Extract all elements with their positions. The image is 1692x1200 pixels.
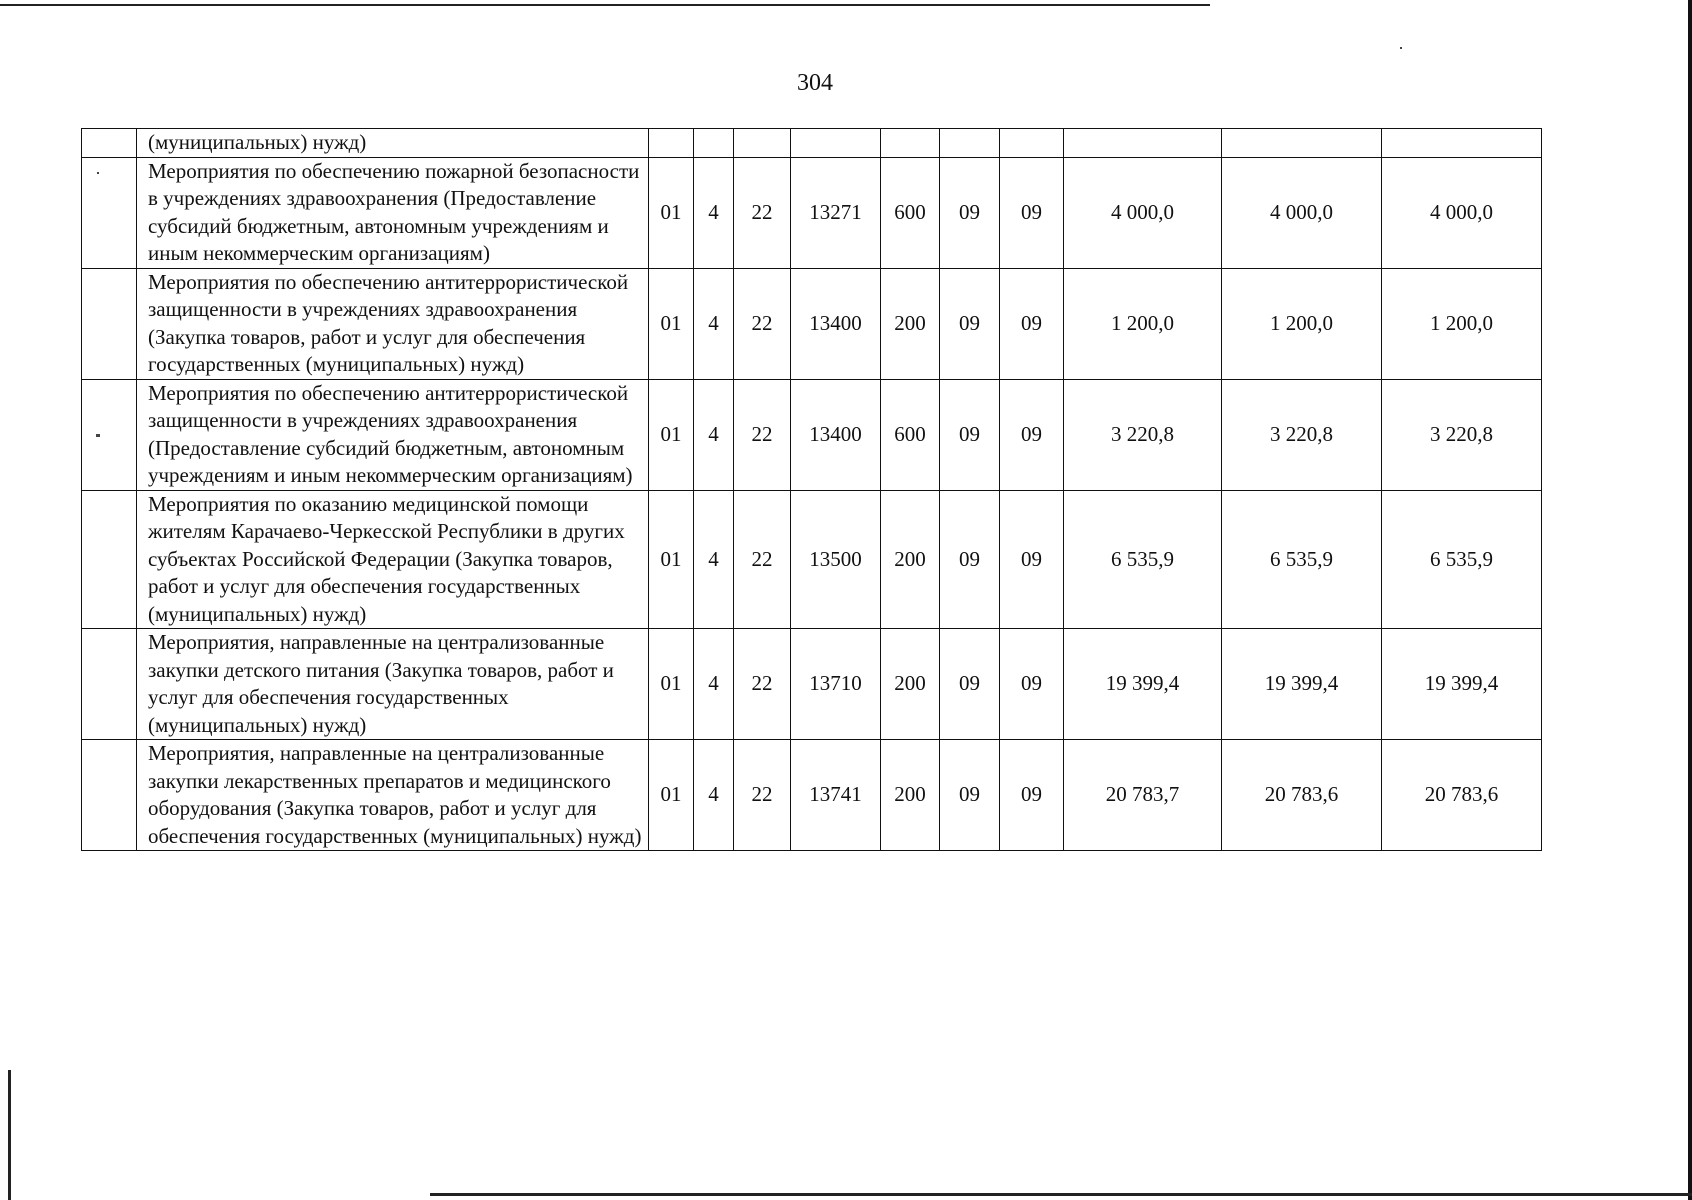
amount-cell: 1 200,0 — [1382, 268, 1542, 379]
row-index-cell — [82, 740, 137, 851]
code-cell: 4 — [694, 157, 734, 268]
code-cell: 22 — [734, 740, 791, 851]
amount-cell: 4 000,0 — [1222, 157, 1382, 268]
code-cell: 01 — [649, 157, 694, 268]
scan-border-bottom — [430, 1193, 1692, 1196]
code-cell: 09 — [940, 379, 1000, 490]
code-cell: 200 — [881, 490, 940, 629]
code-cell: 01 — [649, 268, 694, 379]
code-cell: 13271 — [791, 157, 881, 268]
code-cell: 4 — [694, 379, 734, 490]
amount-cell: 19 399,4 — [1064, 629, 1222, 740]
code-cell: 09 — [1000, 379, 1064, 490]
amount-cell: 20 783,7 — [1064, 740, 1222, 851]
amount-cell: 3 220,8 — [1382, 379, 1542, 490]
code-cell: 4 — [694, 490, 734, 629]
code-cell: 09 — [1000, 268, 1064, 379]
amount-cell: 3 220,8 — [1222, 379, 1382, 490]
scan-border-left — [8, 1070, 11, 1200]
row-index-cell — [82, 268, 137, 379]
code-cell: 09 — [1000, 157, 1064, 268]
code-cell: 09 — [940, 157, 1000, 268]
row-index-cell — [82, 129, 137, 158]
code-cell: 09 — [1000, 629, 1064, 740]
code-cell: 09 — [940, 268, 1000, 379]
code-cell: 01 — [649, 490, 694, 629]
code-cell: 22 — [734, 268, 791, 379]
code-cell: 01 — [649, 740, 694, 851]
row-index-cell — [82, 490, 137, 629]
row-description: Мероприятия, направленные на централизованные закупки детского питания (Закупка товаров, работ и услуг для обеспечения государственных (муниципальных) нужд) — [137, 629, 649, 740]
code-cell: 4 — [694, 740, 734, 851]
code-cell: 09 — [940, 490, 1000, 629]
code-cell — [694, 129, 734, 158]
code-cell: 13710 — [791, 629, 881, 740]
scan-border-top — [0, 4, 1210, 6]
amount-cell: 1 200,0 — [1064, 268, 1222, 379]
code-cell: 09 — [1000, 490, 1064, 629]
code-cell: 09 — [940, 740, 1000, 851]
row-description: Мероприятия по обеспечению пожарной безопасности в учреждениях здравоохранения (Предоставление субсидий бюджетным, автономным учреждениям и иным некоммерческим организациям) — [137, 157, 649, 268]
code-cell: 01 — [649, 379, 694, 490]
row-description: Мероприятия, направленные на централизованные закупки лекарственных препаратов и медицинского оборудования (Закупка товаров, работ и услуг для обеспечения государственных (муниципальных) нужд) — [137, 740, 649, 851]
table-row — [82, 629, 1542, 740]
amount-cell: 19 399,4 — [1222, 629, 1382, 740]
amount-cell: 6 535,9 — [1382, 490, 1542, 629]
row-index-cell — [82, 629, 137, 740]
code-cell: 4 — [694, 268, 734, 379]
scan-speck — [1400, 47, 1402, 49]
code-cell — [940, 129, 1000, 158]
row-index-cell — [82, 157, 137, 268]
table-row — [82, 490, 1542, 629]
code-cell — [1000, 129, 1064, 158]
code-cell — [881, 129, 940, 158]
amount-cell: 6 535,9 — [1064, 490, 1222, 629]
code-cell: 22 — [734, 379, 791, 490]
code-cell: 13400 — [791, 379, 881, 490]
amount-cell: 4 000,0 — [1064, 157, 1222, 268]
code-cell: 13500 — [791, 490, 881, 629]
budget-table — [81, 128, 1542, 851]
table-row — [82, 268, 1542, 379]
row-description: Мероприятия по обеспечению антитеррористической защищенности в учреждениях здравоохранения (Закупка товаров, работ и услуг для обеспечения государственных (муниципальных) нужд) — [137, 268, 649, 379]
amount-cell: 20 783,6 — [1382, 740, 1542, 851]
code-cell: 600 — [881, 157, 940, 268]
table-row — [82, 379, 1542, 490]
table-row — [82, 740, 1542, 851]
code-cell: 09 — [940, 629, 1000, 740]
table-row — [82, 129, 1542, 158]
code-cell: 4 — [694, 629, 734, 740]
code-cell: 22 — [734, 629, 791, 740]
code-cell: 09 — [1000, 740, 1064, 851]
row-description: (муниципальных) нужд) — [137, 129, 649, 158]
table-row — [82, 157, 1542, 268]
amount-cell: 3 220,8 — [1064, 379, 1222, 490]
code-cell: 01 — [649, 629, 694, 740]
row-index-cell — [82, 379, 137, 490]
code-cell: 13741 — [791, 740, 881, 851]
amount-cell — [1382, 129, 1542, 158]
amount-cell — [1064, 129, 1222, 158]
amount-cell: 20 783,6 — [1222, 740, 1382, 851]
amount-cell — [1222, 129, 1382, 158]
code-cell: 600 — [881, 379, 940, 490]
amount-cell: 4 000,0 — [1382, 157, 1542, 268]
code-cell: 200 — [881, 268, 940, 379]
code-cell — [734, 129, 791, 158]
code-cell — [791, 129, 881, 158]
row-description: Мероприятия по оказанию медицинской помощи жителям Карачаево-Черкесской Республики в других субъектах Российской Федерации (Закупка товаров, работ и услуг для обеспечения государственных (муниципальных) нужд) — [137, 490, 649, 629]
code-cell: 22 — [734, 157, 791, 268]
page-number: 304 — [797, 70, 833, 96]
code-cell: 200 — [881, 629, 940, 740]
code-cell: 200 — [881, 740, 940, 851]
amount-cell: 1 200,0 — [1222, 268, 1382, 379]
row-description: Мероприятия по обеспечению антитеррористической защищенности в учреждениях здравоохранения (Предоставление субсидий бюджетным, автономным учреждениям и иным некоммерческим организациям) — [137, 379, 649, 490]
code-cell: 13400 — [791, 268, 881, 379]
code-cell: 22 — [734, 490, 791, 629]
scan-border-right — [1688, 0, 1692, 1200]
amount-cell: 19 399,4 — [1382, 629, 1542, 740]
code-cell — [649, 129, 694, 158]
amount-cell: 6 535,9 — [1222, 490, 1382, 629]
